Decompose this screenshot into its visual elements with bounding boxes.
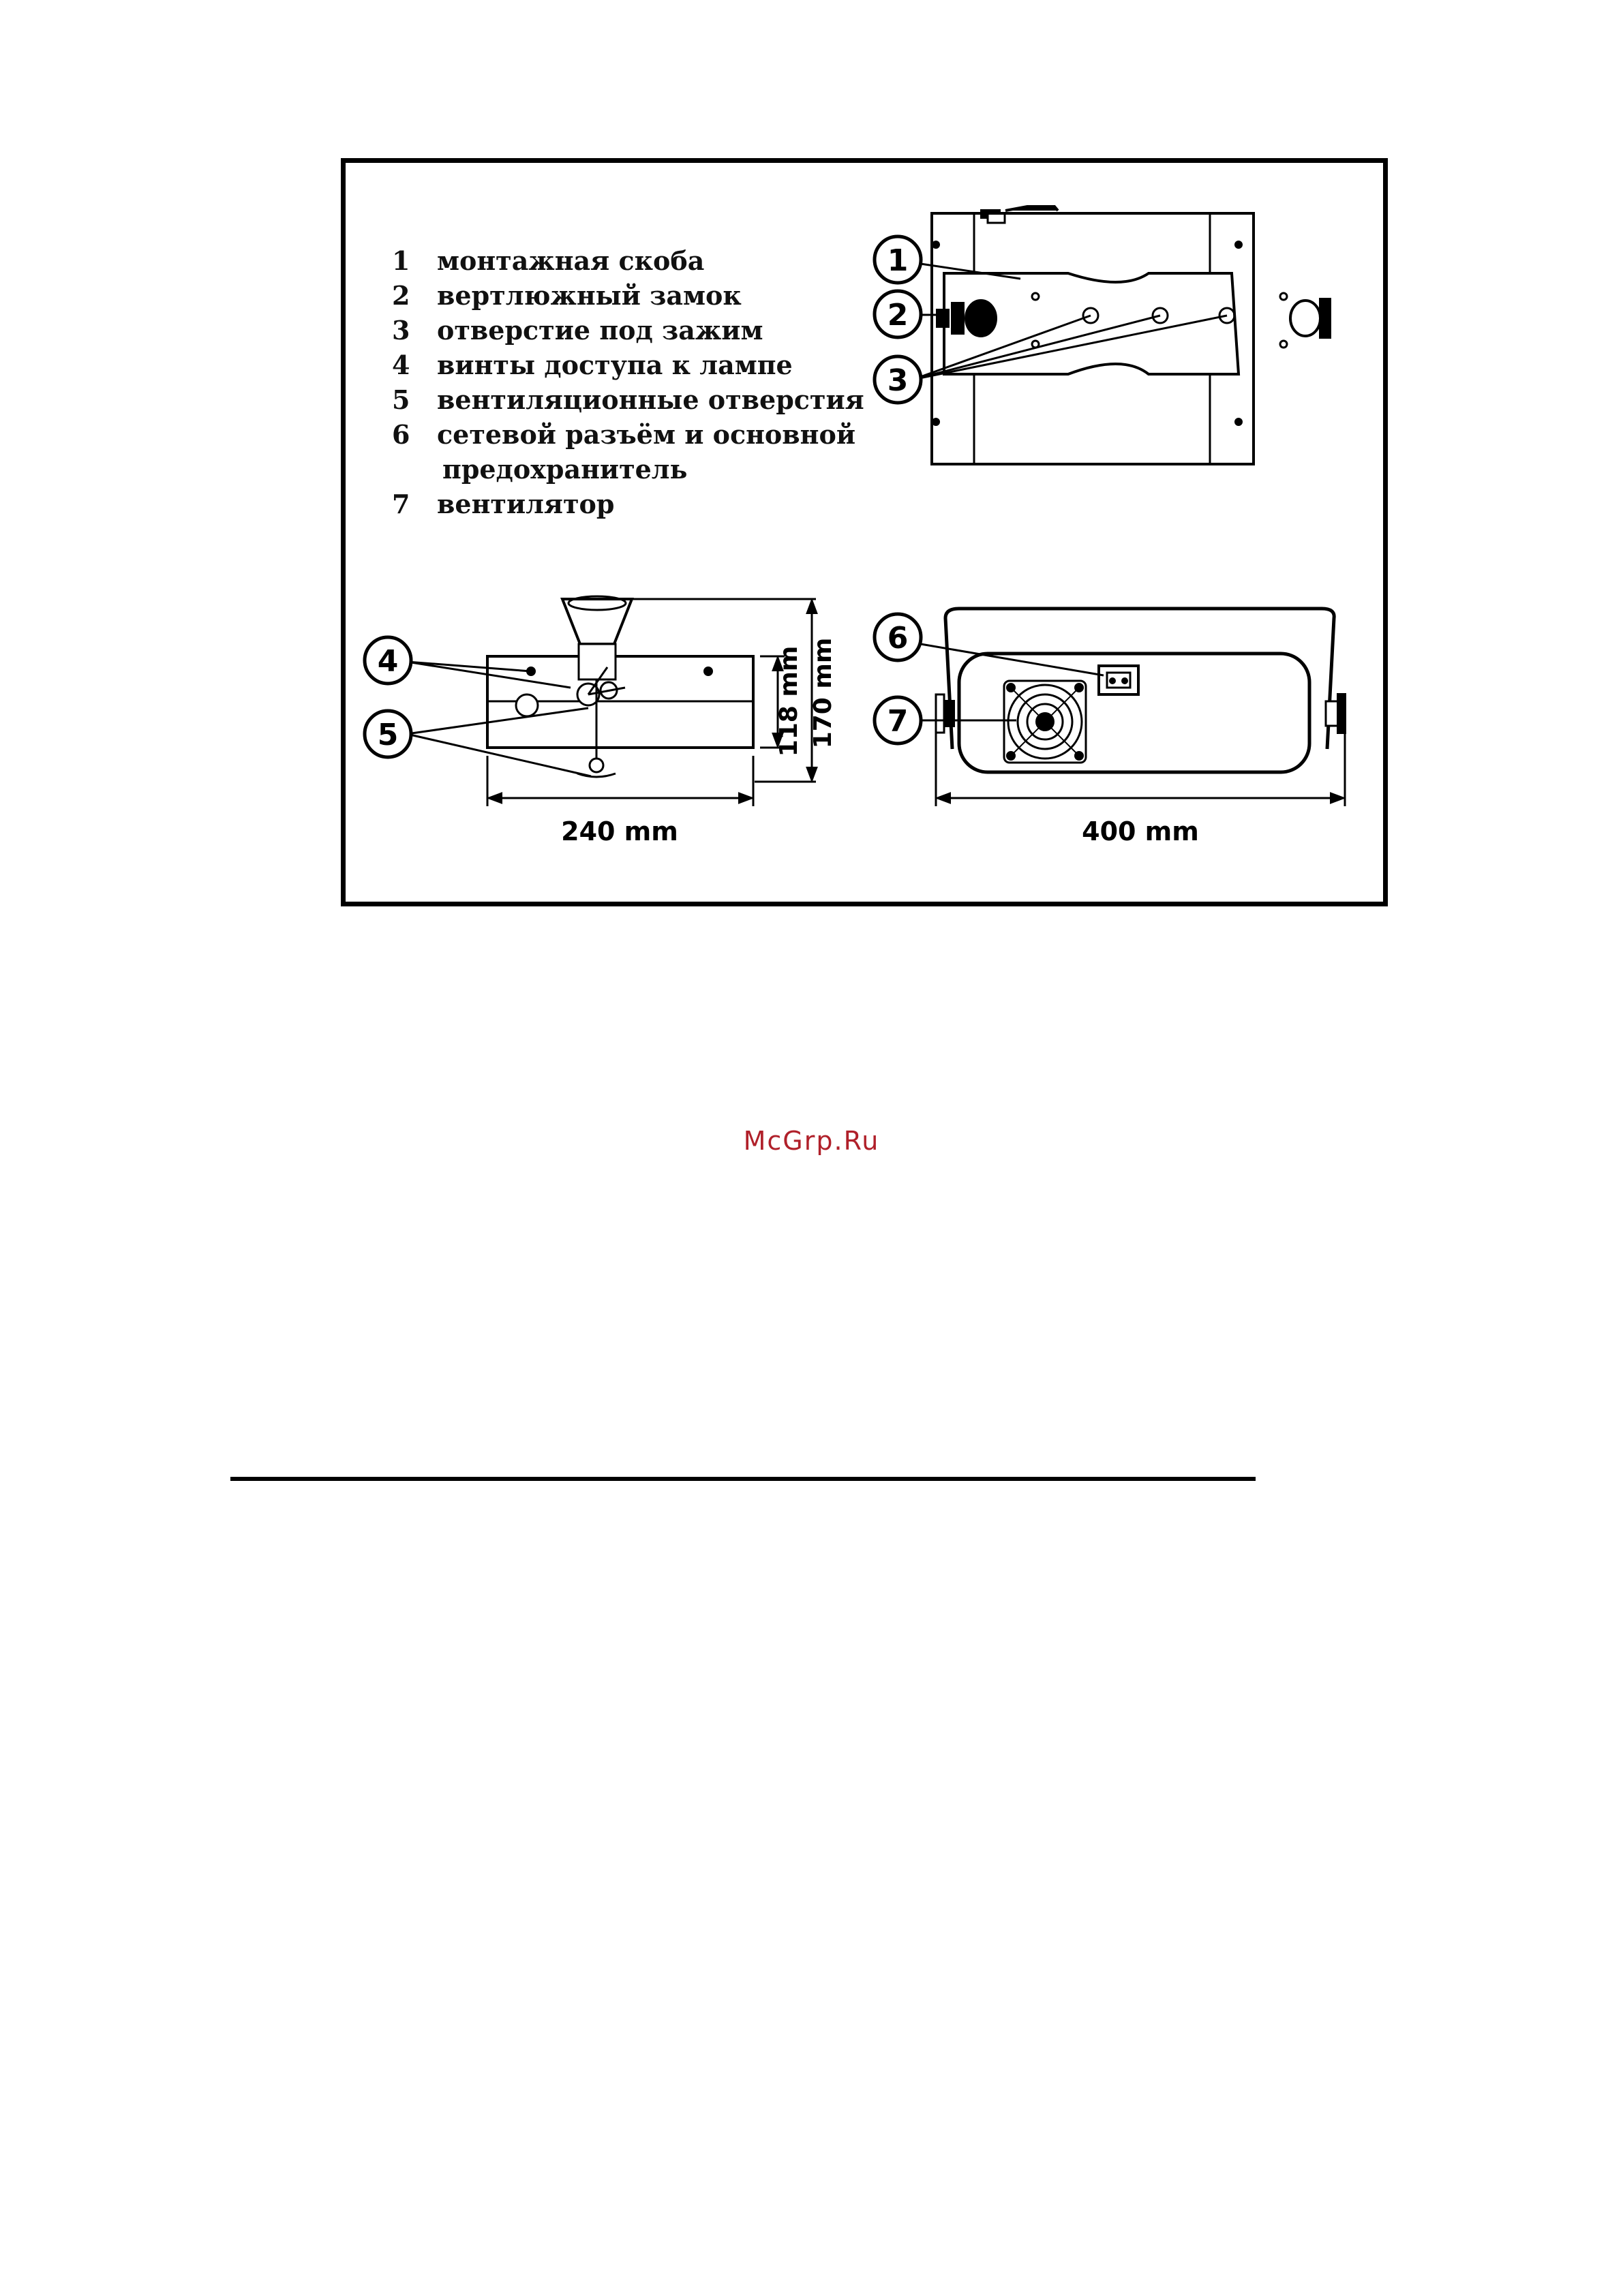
dimension-240mm: 240 mm [561,816,678,846]
swivel-lock-left [966,301,996,336]
callout-1-label: 1 [887,243,909,278]
side-view-knob [516,694,538,716]
diagram-figure [341,158,1388,906]
callout-4-label: 4 [377,644,399,679]
side-view [407,596,816,806]
legend-text: монтажная скоба [437,245,705,276]
legend-text: сетевой разъём и основной [437,419,856,450]
legend-number: 6 [392,419,410,450]
legend-text: вертлюжный замок [437,280,742,311]
callout-3 [875,356,921,403]
legend-number: 4 [392,350,410,380]
horizontal-rule [230,1477,1256,1481]
callout-2 [875,291,921,337]
legend-text: вентиляционные отверстия [437,384,864,415]
dimension-170mm: 170 mm [809,637,837,749]
legend-number: 2 [392,280,410,311]
callout-4 [365,637,411,684]
callout-1 [875,236,921,283]
legend-number: 3 [392,315,410,346]
watermark: McGrp.Ru [743,1126,880,1156]
top-view [911,206,1330,464]
callout-6 [875,614,921,660]
callout-3-label: 3 [887,363,909,398]
back-view [913,609,1345,806]
callout-6-label: 6 [887,621,909,656]
legend-number: 7 [392,489,410,519]
callout-7-label: 7 [887,704,909,739]
callout-5 [365,711,411,757]
legend-text: винты доступа к лампе [437,350,793,380]
top-view-handle [1005,206,1058,211]
callout-7 [875,697,921,744]
dimension-400mm: 400 mm [1082,816,1199,846]
dimension-118mm: 118 mm [775,645,803,757]
legend-text: отверстие под зажим [437,315,763,346]
swivel-lock-right [1290,301,1320,336]
legend-item-6-continuation: предохранитель [442,454,688,485]
callout-5-label: 5 [377,718,399,752]
technical-drawing [346,163,1383,902]
callout-2-label: 2 [887,298,909,333]
legend-number: 5 [392,384,410,415]
legend-number: 1 [392,245,410,276]
legend-text: вентилятор [437,489,615,519]
